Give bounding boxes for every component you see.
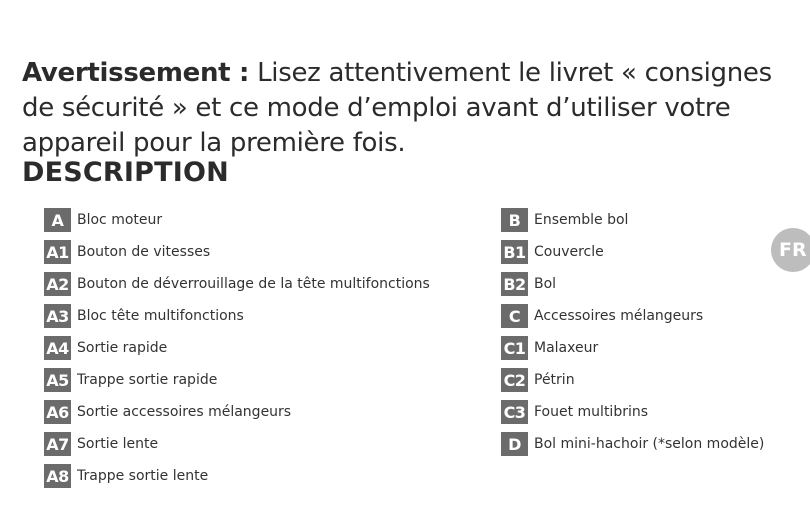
list-item [44, 272, 430, 296]
part-code-badge: A4 [44, 336, 71, 360]
part-label: Sortie lente [77, 436, 159, 452]
part-label: Bol [534, 276, 557, 292]
part-code-badge: B [501, 208, 528, 232]
part-label: Couvercle [534, 244, 604, 260]
part-label: Bloc tête multifonctions [77, 308, 244, 324]
list-item [501, 240, 764, 264]
part-label: Pétrin [534, 372, 575, 388]
part-label: Trappe sortie rapide [77, 372, 218, 388]
parts-list-left [44, 208, 430, 496]
list-item [44, 400, 430, 424]
part-code-badge: A7 [44, 432, 71, 456]
list-item [501, 208, 764, 232]
list-item [44, 208, 430, 232]
list-item [501, 400, 764, 424]
part-label: Bouton de déverrouillage de la tête multifonctions [77, 276, 430, 292]
part-label: Ensemble bol [534, 212, 629, 228]
part-label: Bol mini-hachoir (*selon modèle) [534, 436, 765, 452]
list-item [501, 304, 764, 328]
part-code-badge: A8 [44, 464, 71, 488]
list-item [501, 432, 764, 456]
list-item [501, 368, 764, 392]
part-code-badge: C3 [501, 400, 528, 424]
part-label: Fouet multibrins [534, 404, 649, 420]
part-label: Accessoires mélangeurs [534, 308, 704, 324]
list-item [44, 368, 430, 392]
part-code-badge: A6 [44, 400, 71, 424]
list-item [44, 336, 430, 360]
part-code-badge: C [501, 304, 528, 328]
part-label: Bloc moteur [77, 212, 163, 228]
part-code-badge: A1 [44, 240, 71, 264]
parts-list-right [501, 208, 764, 464]
part-label: Malaxeur [534, 340, 599, 356]
part-code-badge: A [44, 208, 71, 232]
list-item [501, 336, 764, 360]
part-label: Trappe sortie lente [77, 468, 209, 484]
language-tab: FR [771, 228, 810, 272]
list-item [44, 432, 430, 456]
warning-text: Lisez attentivement le livret « consignes de sécurité » et ce mode d’emploi avant d’utiliser votre appareil pour la première fois. [22, 58, 772, 158]
part-code-badge: A2 [44, 272, 71, 296]
list-item [501, 272, 764, 296]
warning-label: Avertissement : [22, 58, 250, 88]
part-code-badge: B2 [501, 272, 528, 296]
part-code-badge: C2 [501, 368, 528, 392]
part-code-badge: D [501, 432, 528, 456]
part-label: Sortie rapide [77, 340, 168, 356]
part-label: Bouton de vitesses [77, 244, 211, 260]
part-code-badge: A3 [44, 304, 71, 328]
section-title: DESCRIPTION [22, 157, 229, 188]
list-item [44, 240, 430, 264]
part-label: Sortie accessoires mélangeurs [77, 404, 292, 420]
warning-paragraph [22, 56, 792, 161]
part-code-badge: A5 [44, 368, 71, 392]
part-code-badge: B1 [501, 240, 528, 264]
list-item [44, 464, 430, 488]
list-item [44, 304, 430, 328]
part-code-badge: C1 [501, 336, 528, 360]
